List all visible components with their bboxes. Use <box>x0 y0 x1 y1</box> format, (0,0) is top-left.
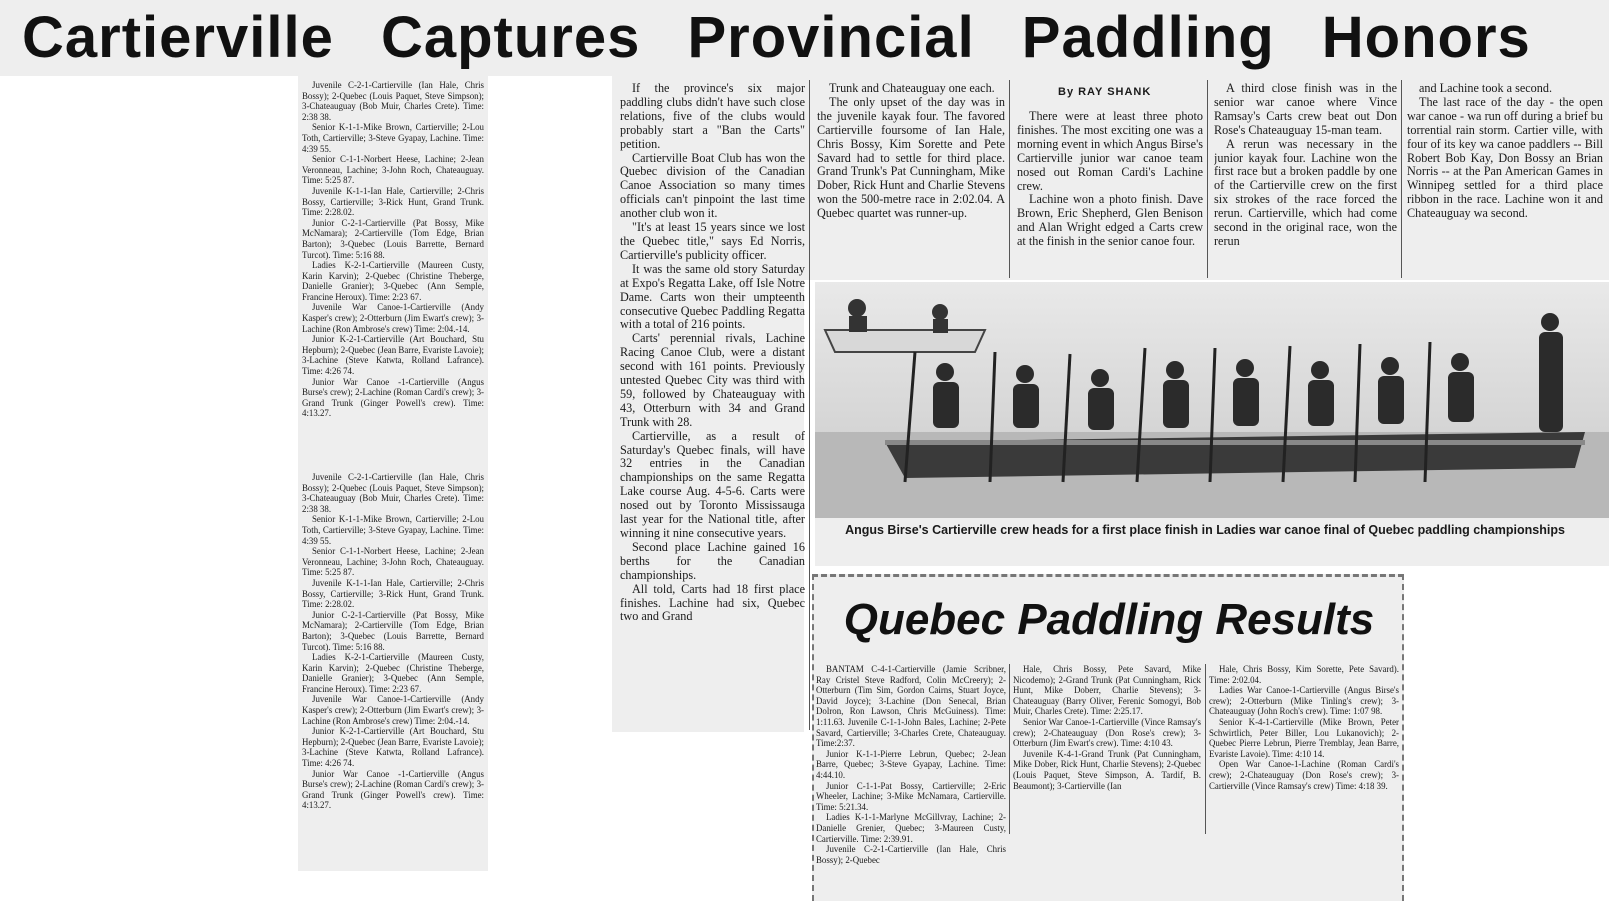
result-entry: Senior C-1-1-Norbert Heese, Lachine; 2-Jean Veronneau, Lachine; 3-John Roch, Chateauguay. Time: 5:25 87. <box>302 154 484 186</box>
story-paragraph: A third close finish was in the senior war canoe where Vince Ramsay's Carts crew beat out Don Rose's Chateauguay 15-man team. <box>1214 82 1397 137</box>
results-column-1 <box>816 664 1006 901</box>
result-entry: Junior C-2-1-Cartierville (Pat Bossy, Mike McNamara); 2-Cartierville (Tom Edge, Brian Barton); 3-Quebec (Louis Barrette, Bernard Turcot). Time: 5:16 88. <box>302 217 484 260</box>
story-column-2 <box>817 82 1005 278</box>
result-entry: Junior K-2-1-Cartierville (Art Bouchard, Stu Hepburn); 2-Quebec (Jean Barre, Evariste Lavoie); 3-Lachine (Steve Katwta, Rolland Lafrance). Time: 4:26 74. <box>302 726 484 769</box>
story-paragraph: Lachine won a photo finish. Dave Brown, Eric Shepherd, Glen Benison and Alan Wright edged a Carts crew at the finish in the senior canoe four. <box>1017 192 1203 249</box>
result-entry: Junior War Canoe -1-Cartierville (Angus Burse's crew); 2-Lachine (Roman Cardi's crew); 3-Grand Trunk (Ginger Powell's crew). Time: 4:13.27. <box>302 376 484 419</box>
results-column-2 <box>1013 664 1201 836</box>
story-column-3 <box>1017 110 1203 278</box>
story-paragraph: Cartierville, as a result of Saturday's Quebec finals, will have 32 entries in the Canadian championships on the same Regatta Lake course Aug. 4-5-6. Carts were nosed out by Toronto Mississauga last year for the National title, after winning it nine consecutive years. <box>620 428 805 540</box>
story-paragraph: There were at least three photo finishes. The most exciting one was a morning event in which Angus Birse's Cartierville junior war canoe team nosed out Roman Cardi's Lachine crew. <box>1017 110 1203 193</box>
war-canoe-photo <box>815 282 1609 518</box>
result-entry: Senior C-1-1-Norbert Heese, Lachine; 2-Jean Veronneau, Lachine; 3-John Roch, Chateauguay. Time: 5:25 87. <box>302 546 484 578</box>
result-entry: Juvenile C-2-1-Cartierville (Ian Hale, Chris Bossy); 2-Quebec <box>816 844 1006 865</box>
result-entry: Ladies K-2-1-Cartierville (Maureen Custy, Karin Karvin); 2-Quebec (Christine Theberge, Danielle Granier); 3-Quebec (Ann Semple, Francine Heroux). Time: 2:23 67. <box>302 652 484 694</box>
story-paragraph: Cartierville Boat Club has won the Quebec division of the Canadian Canoe Association so many times officials can't pinpoint the last time another club won it. <box>620 150 805 221</box>
result-entry: Senior K-1-1-Mike Brown, Cartierville; 2-Lou Toth, Cartierville; 3-Steve Gyapay, Lachine. Time: 4:39 55. <box>302 514 484 546</box>
result-entry: BANTAM C-4-1-Cartierville (Jamie Scribner, Ray Cristel Steve Radford, Colin McCreery); 2-Otterburn (Tim Sim, Gordon Cairns, Stuart Joyce, David Joyce); 3-Lachine (Don Senecal, Brian Dolron, Ron Lawson, Chris McGuiness). Time: 1:11.63. Juvenile C-1-1-John Bales, Lachine; 2-Pete Savard, Cartierville; 3-Charles Crete, Chateauguay. Time:2:37. <box>816 664 1006 749</box>
result-entry: Ladies K-1-1-Marlyne McGillvray, Lachine; 2-Danielle Grenier, Quebec; 3-Maureen Custy, Cartierville. Time: 2:39.91. <box>816 812 1006 844</box>
story-paragraph: Second place Lachine gained 16 berths for the Canadian championships. <box>620 539 805 582</box>
result-entry: Ladies K-2-1-Cartierville (Maureen Custy, Karin Karvin); 2-Quebec (Christine Theberge, Danielle Granier); 3-Quebec (Ann Semple, Francine Heroux). Time: 2:23 67. <box>302 260 484 302</box>
result-entry: Senior K-1-1-Mike Brown, Cartierville; 2-Lou Toth, Cartierville; 3-Steve Gyapay, Lachine. Time: 4:39 55. <box>302 122 484 154</box>
story-paragraph: The only upset of the day was in the juvenile kayak four. The favored Cartierville foursome of Ian Hale, Chris Bossy, Kim Sorette and Pete Savard had to settle for third place. Grand Trunk's Pat Cunningham, Mike Dober, Rick Hunt and Charlie Stevens won the 500-metre race in 2:02.04. A Quebec quartet was runner-up. <box>817 94 1005 221</box>
headline: Cartierville Captures Provincial Paddling Honors <box>22 5 1531 70</box>
column-rule <box>1009 664 1010 834</box>
result-entry: Juvenile K-1-1-Ian Hale, Cartierville; 2-Chris Bossy, Cartierville; 3-Rick Hunt, Grand Trunk. Time: 2:28.02. <box>302 577 484 610</box>
story-paragraph: "It's at least 15 years since we lost the Quebec title," says Ed Norris, Cartierville's publicity officer. <box>620 220 805 262</box>
result-entry: Juvenile C-2-1-Cartierville (Ian Hale, Chris Bossy); 2-Quebec (Louis Paquet, Steve Simpson); 3-Chateauguay (Bob Muir, Charles Crete). Time: 2:38 38. <box>302 80 484 122</box>
war-canoe-photo-illustration <box>815 282 1609 518</box>
story-paragraph: Trunk and Chateauguay one each. <box>829 82 995 95</box>
result-entry: Junior War Canoe -1-Cartierville (Angus Burse's crew); 2-Lachine (Roman Cardi's crew); 3-Grand Trunk (Ginger Powell's crew). Time: 4:13.27. <box>302 768 484 811</box>
story-paragraph: All told, Carts had 18 first place finishes. Lachine had six, Quebec two and Grand <box>620 581 805 624</box>
result-entry: Juvenile C-2-1-Cartierville (Ian Hale, Chris Bossy); 2-Quebec (Louis Paquet, Steve Simpson); 3-Chateauguay (Bob Muir, Charles Crete). Time: 2:38 38. <box>302 472 484 514</box>
column-rule <box>1009 80 1010 278</box>
result-entry: Senior K-4-1-Cartierville (Mike Brown, Peter Schwirtlich, Peter Biller, Lou Lukanovich); 2-Quebec Pierre Lebrun, Pierre Tremblay, Jean Barre, Evariste Lavoie). Time: 4:10 14. <box>1209 716 1399 759</box>
result-entry: Junior C-2-1-Cartierville (Pat Bossy, Mike McNamara); 2-Cartierville (Tom Edge, Brian Barton); 3-Quebec (Louis Barrette, Bernard Turcot). Time: 5:16 88. <box>302 609 484 652</box>
column-rule <box>1205 664 1206 834</box>
story-paragraph: It was the same old story Saturday at Expo's Regatta Lake, off Isle Notre Dame. Carts won their umpteenth consecutive Quebec Paddling Regatta with a total of 216 points. <box>620 261 805 332</box>
story-column-1 <box>620 82 805 728</box>
story-paragraph: If the province's six major paddling clubs didn't have such close relations, five of the clubs would probably start a "Ban the Carts" petition. <box>620 82 805 151</box>
byline: By RAY SHANK <box>1058 86 1152 98</box>
result-entry: Juvenile War Canoe-1-Cartierville (Andy Kasper's crew); 2-Otterburn (Jim Ewart's crew); 3-Lachine (Ron Ambrose's crew) Time: 2:04.-14. <box>302 694 484 726</box>
column-rule <box>1207 80 1208 278</box>
results-column-3 <box>1209 664 1399 836</box>
result-entry: Juvenile K-4-1-Grand Trunk (Pat Cunningham, Mike Dober, Rick Hunt, Charlie Stevens); 2-Quebec (Louis Paquet, Steve Simpson, A. Tardif, B. Beaumont); 3-Cartierville (Ian <box>1013 748 1201 791</box>
story-paragraph: Carts' perennial rivals, Lachine Racing Canoe Club, were a distant second with 161 points. Previously untested Quebec City was third with 59, followed by Chateauguay with 43, Otterburn with 34 and Grand Trunk with 28. <box>620 331 805 429</box>
story-paragraph: The last race of the day - the open war canoe - wa run off during a brief bu torrential rain storm. Cartier ville, with four of its key wa canoe paddlers -- Bill Robert Bob Kay, Don Bossy an Brian Norris -- at the Pan American Games in Winnipeg settled for a third place ribbon in the race. Lachine won it and Chateauguay wa second. <box>1407 94 1603 221</box>
result-entry: Junior C-1-1-Pat Bossy, Cartierville; 2-Eric Wheeler, Lachine; 3-Mike McNamara, Cartierville. Time: 5:21.34. <box>816 780 1006 812</box>
result-entry: Junior K-2-1-Cartierville (Art Bouchard, Stu Hepburn); 2-Quebec (Jean Barre, Evariste Lavoie); 3-Lachine (Steve Katwta, Rolland Lafrance). Time: 4:26 74. <box>302 334 484 377</box>
result-entry: Juvenile K-1-1-Ian Hale, Cartierville; 2-Chris Bossy, Cartierville; 3-Rick Hunt, Grand Trunk. Time: 2:28.02. <box>302 185 484 218</box>
results-title: Quebec Paddling Results <box>843 595 1375 644</box>
result-entry: Junior K-1-1-Pierre Lebrun, Quebec; 2-Jean Barre, Quebec; 3-Steve Gyapay, Lachine. Time: 4:44.10. <box>816 748 1006 780</box>
result-entry: Hale, Chris Bossy, Pete Savard, Mike Nicodemo); 2-Grand Trunk (Pat Cunningham, Rick Hunt, Mike Doberr, Charlie Stevens); 3-Chateauguay (Barry Oliver, Ferenic Somogyi, Bob Muir, Charles Crete). Time: 2:25.17. <box>1013 664 1201 717</box>
left-results-block-top <box>302 80 484 472</box>
column-rule <box>809 80 810 730</box>
story-column-4 <box>1214 82 1397 278</box>
left-results-column <box>298 76 488 871</box>
column-rule <box>1401 80 1402 278</box>
result-entry: Juvenile War Canoe-1-Cartierville (Andy Kasper's crew); 2-Otterburn (Jim Ewart's crew); 3-Lachine (Ron Ambrose's crew) Time: 2:04.-14. <box>302 302 484 334</box>
result-entry: Senior War Canoe-1-Cartierville (Vince Ramsay's crew); 2-Chateauguay (Don Rose's crew); 3-Otterburn (Jim Ewart's crew). Time: 4:10 43. <box>1013 716 1201 749</box>
result-entry: Hale, Chris Bossy, Kim Sorette, Pete Savard). Time: 2:02.04. <box>1209 664 1399 685</box>
story-paragraph: and Lachine took a second. <box>1419 82 1552 95</box>
left-results-block-bottom <box>302 472 484 868</box>
photo-caption: Angus Birse's Cartierville crew heads for a first place finish in Ladies war canoe final of Quebec paddling championships <box>845 523 1565 537</box>
story-column-5 <box>1407 82 1603 278</box>
result-entry: Ladies War Canoe-1-Cartierville (Angus Birse's crew); 2-Otterburn (Mike Tinling's crew); 3-Chateauguay (John Roch's crew). Time: 1:07 98. <box>1209 685 1399 717</box>
result-entry: Open War Canoe-1-Lachine (Roman Cardi's crew); 2-Chateauguay (Don Rose's crew); 3-Cartierville (Vince Ramsay's crew) Time: 4:18 39. <box>1209 759 1399 791</box>
story-paragraph: A rerun was necessary in the junior kayak four. Lachine won the first race but a broken paddle by one of the Cartierville crew on the first six strokes of the race forced the rerun. Cartierville, which had come second in the original race, won the rerun <box>1214 136 1397 248</box>
